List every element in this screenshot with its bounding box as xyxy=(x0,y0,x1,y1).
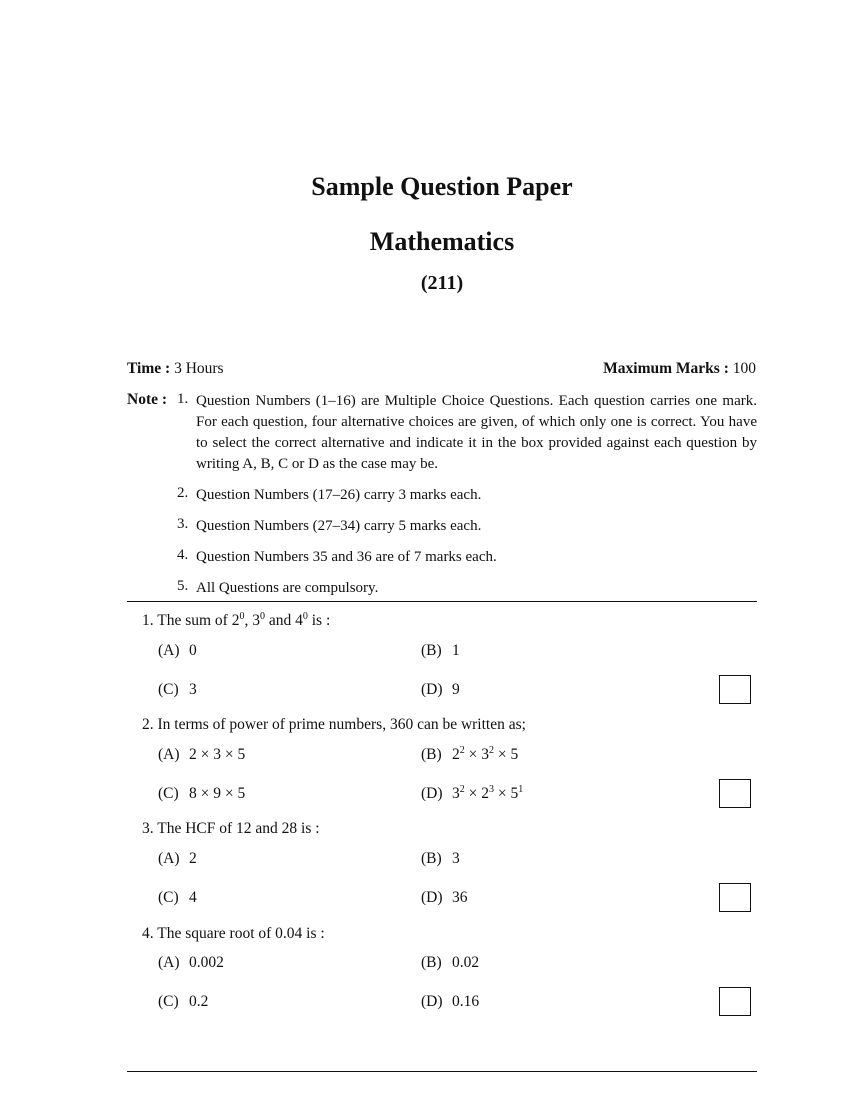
subject-title: Mathematics xyxy=(369,227,515,256)
note-number: 1. xyxy=(177,391,189,407)
subject-code: (211) xyxy=(420,272,464,294)
time-label: Time : xyxy=(127,360,171,377)
option-c: (C) 0.2 xyxy=(158,993,209,1010)
question-number: 3. xyxy=(142,820,154,837)
max-marks-info xyxy=(603,360,756,378)
answer-box-2[interactable] xyxy=(719,779,751,808)
question-number: 4. xyxy=(142,925,154,942)
footer-divider xyxy=(127,1071,757,1072)
answer-box-4[interactable] xyxy=(719,987,751,1016)
answer-box-1[interactable] xyxy=(719,675,751,704)
option-c: (C) 3 xyxy=(158,681,197,698)
option-d: (D) 9 xyxy=(421,681,460,698)
question-number: 2. xyxy=(142,716,154,733)
note-number: 3. xyxy=(177,516,189,532)
note-text: Question Numbers 35 and 36 are of 7 marks each. xyxy=(196,549,497,565)
option-c: (C) 4 xyxy=(158,889,197,906)
note-label: Note : xyxy=(127,391,168,408)
option-a: (A) 2 × 3 × 5 xyxy=(158,746,246,763)
question-number: 1. xyxy=(142,612,154,629)
note-number: 4. xyxy=(177,547,189,563)
option-b: (B) 3 xyxy=(421,850,460,867)
paper-title: Sample Question Paper xyxy=(311,172,573,201)
section-divider xyxy=(127,601,757,602)
max-marks-label: Maximum Marks : xyxy=(603,360,729,377)
note-number: 2. xyxy=(177,485,189,501)
option-a: (A) 0 xyxy=(158,642,197,659)
option-b: (B) 0.02 xyxy=(421,954,480,971)
note-text: Question Numbers (1–16) are Multiple Choice Questions. Each question carries one mark. For each question, four alternative choices are given, of which only one is correct. You have to select the correct alternative and indicate it in the box provided against each question by writing A, B, C or D as the case may be. xyxy=(196,393,757,472)
option-d: (D) $3^2 \times 2^3 \times 5^1$ xyxy=(421,784,524,802)
question-3 xyxy=(142,820,320,838)
option-b: (B) $2^2 \times 3^2 \times 5$ xyxy=(421,745,519,763)
question-text: The HCF of 12 and 28 is : xyxy=(157,820,320,837)
answer-box-3[interactable] xyxy=(719,883,751,912)
option-d: (D) 36 xyxy=(421,889,468,906)
option-a: (A) 0.002 xyxy=(158,954,224,971)
question-2 xyxy=(142,716,526,734)
option-a: (A) 2 xyxy=(158,850,197,867)
option-c: (C) 8 × 9 × 5 xyxy=(158,785,246,802)
question-text: In terms of power of prime numbers, 360 can be written as; xyxy=(157,716,526,733)
note-text: All Questions are compulsory. xyxy=(196,580,379,596)
question-text: The sum of $2^0$, $3^0$ and $4^0$ is : xyxy=(157,611,331,629)
question-1 xyxy=(142,612,330,630)
note-text: Question Numbers (17–26) carry 3 marks each. xyxy=(196,487,482,503)
note-number: 5. xyxy=(177,578,189,594)
time-info xyxy=(127,360,224,378)
max-marks-value: 100 xyxy=(732,360,756,377)
note-text: Question Numbers (27–34) carry 5 marks each. xyxy=(196,518,482,534)
time-value: 3 Hours xyxy=(174,360,224,377)
question-text: The square root of 0.04 is : xyxy=(157,925,325,942)
option-d: (D) 0.16 xyxy=(421,993,480,1010)
option-b: (B) 1 xyxy=(421,642,460,659)
question-4 xyxy=(142,925,325,943)
